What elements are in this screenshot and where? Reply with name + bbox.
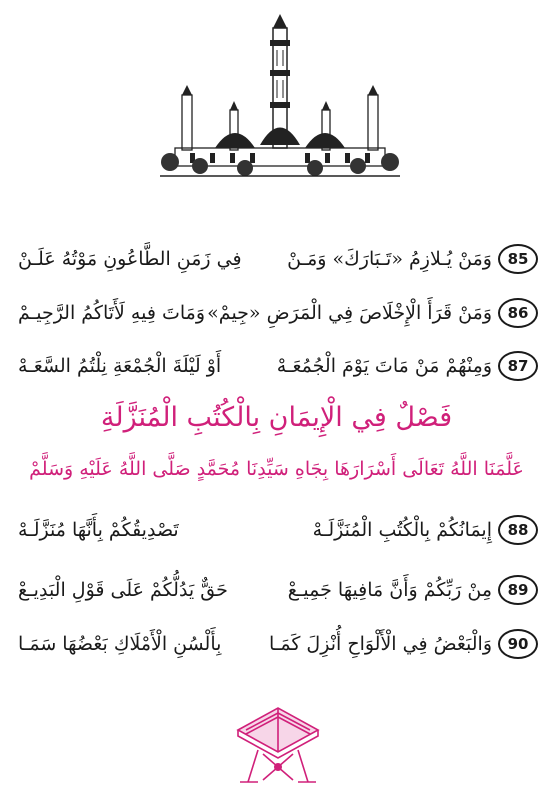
quran-on-stand-icon (228, 700, 328, 790)
verse-first-hemistich: وَمِنْهُمْ مَنْ مَاتَ يَوْمَ الْجُمُعَـهْ (276, 355, 492, 377)
verse-number: 86 (498, 298, 538, 328)
verse-first-hemistich: إِيمَانُكُمْ بِالْكُتُبِ الْمُنَزَّلَـهْ (312, 519, 492, 541)
verse-row (18, 349, 538, 383)
verse-number: 89 (498, 575, 538, 605)
verse-second-hemistich: فِي زَمَنِ الطَّاعُونِ مَوْتُهُ عَلَـنْ (18, 248, 242, 270)
verse-row (18, 296, 538, 330)
verse-first-hemistich: وَمَنْ قَرَأَ الْإِخْلَاصَ فِي الْمَرَضِ «جِيمْ» (207, 302, 492, 324)
verse-second-hemistich: أَوْ لَيْلَةَ الْجُمْعَةِ نِلْتُمُ السَّعَـهْ (18, 355, 222, 377)
verse-row (18, 513, 538, 547)
verse-row (18, 627, 538, 661)
section-subtitle: عَلَّمَنَا اللَّهُ تَعَالَى أَسْرَارَهَا بِجَاهِ سَيِّدِنَا مُحَمَّدٍ صَلَّى اللَّهُ عَلَيْهِ وَسَلَّمْ (29, 458, 524, 480)
verse-first-hemistich: وَالْبَعْضُ فِي الْأَلْوَاحِ أُنْزِلَ كَمَـا (269, 633, 492, 655)
section-title: فَصْلٌ فِي الْإِيمَانِ بِالْكُتُبِ الْمُنَزَّلَةِ (100, 402, 453, 433)
verse-first-hemistich: وَمَنْ يُـلازِمُ «تَـبَارَكَ» وَمَـنْ (287, 248, 492, 270)
mosque-icon (160, 10, 400, 180)
verse-number: 90 (498, 629, 538, 659)
verse-row (18, 242, 538, 276)
verse-second-hemistich: حَقٌّ يَدُلُّكُمْ عَلَى قَوْلِ الْبَدِيـعْ (18, 579, 228, 601)
verse-first-hemistich: مِنْ رَبِّكُمْ وَأَنَّ مَافِيهَا جَمِيـعْ (287, 579, 492, 601)
verse-second-hemistich: بِأَلْسُنِ الْأَمْلَاكِ بَعْضُهَا سَمَـا (18, 633, 222, 655)
verse-row (18, 573, 538, 607)
verse-number: 88 (498, 515, 538, 545)
verse-second-hemistich: تَصْدِيقُكُمْ بِأَنَّهَا مُنَزَّلَـهْ (18, 519, 179, 541)
verse-number: 87 (498, 351, 538, 381)
verse-second-hemistich: وَمَاتَ فِيهِ لَأَتَاكُمُ الرَّجِيـمْ (18, 302, 205, 324)
verse-number: 85 (498, 244, 538, 274)
